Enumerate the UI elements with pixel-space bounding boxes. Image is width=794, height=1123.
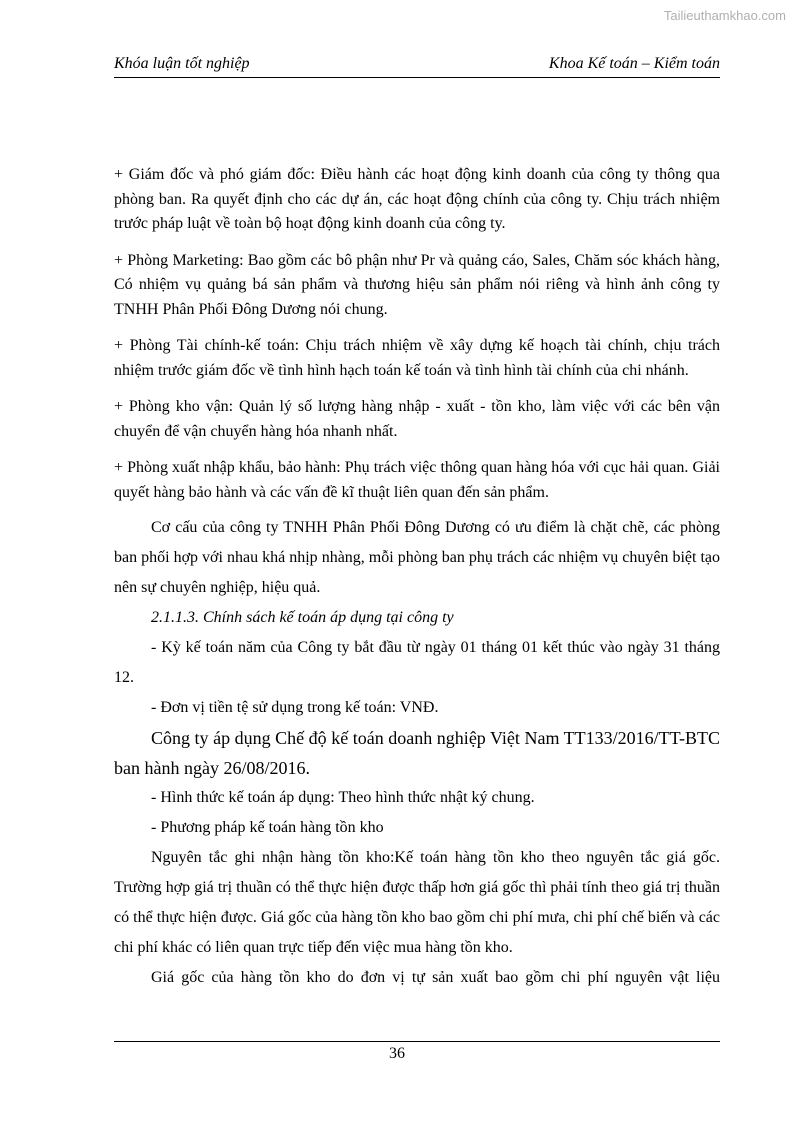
- section-heading: 2.1.1.3. Chính sách kế toán áp dụng tại công ty: [151, 609, 454, 626]
- paragraph-finance: + Phòng Tài chính-kế toán: Chịu trách nhiệm về xây dựng kế hoạch tài chính, chịu trách nhiệm trước giám đốc về tình hình hạch toán kế toán và tình hình tài chính của chi nhánh.: [114, 337, 720, 379]
- paragraph-regime: Công ty áp dụng Chế độ kế toán doanh nghiệp Việt Nam TT133/2016/TT-BTC ban hành ngày 26/08/2016.: [114, 728, 720, 778]
- footer-divider: [114, 1041, 720, 1042]
- paragraph-structure: Cơ cấu của công ty TNHH Phân Phối Đông Dương có ưu điểm là chặt chẽ, các phòng ban phối hợp với nhau khá nhịp nhàng, mỗi phòng ban phụ trách các nhiệm vụ chuyên biệt tạo nên sự chuyên nghiệp, hiệu quả.: [114, 519, 720, 596]
- paragraph-import-export: + Phòng xuất nhập khẩu, bảo hành: Phụ trách việc thông quan hàng hóa với cục hải quan. Giải quyết hàng bảo hành và các vấn đề kĩ thuật liên quan đến sản phẩm.: [114, 459, 720, 501]
- paragraph-inventory-cost: Giá gốc của hàng tồn kho do đơn vị tự sản xuất bao gồm chi phí nguyên vật liệu: [151, 969, 720, 986]
- header-right: Khoa Kế toán – Kiểm toán: [548, 55, 720, 72]
- header-left: Khóa luận tốt nghiệp: [114, 55, 250, 72]
- paragraph-marketing: + Phòng Marketing: Bao gồm các bô phận như Pr và quảng cáo, Sales, Chăm sóc khách hàng, Có nhiệm vụ quảng bá sản phẩm và thương hiệu sản phẩm nói riêng và hình ảnh công ty TNHH Phân Phối Đông Dương nói chung.: [114, 251, 720, 318]
- paragraph-accounting-period: - Kỳ kế toán năm của Công ty bắt đầu từ ngày 01 tháng 01 kết thúc vào ngày 31 tháng 12.: [114, 639, 720, 686]
- document-body: [114, 163, 720, 993]
- paragraph-currency: - Đơn vị tiền tệ sử dụng trong kế toán: VNĐ.: [151, 699, 439, 716]
- paragraph-inventory-principle: Nguyên tắc ghi nhận hàng tồn kho:Kế toán hàng tồn kho theo nguyên tắc giá gốc. Trường hợp giá trị thuần có thể thực hiện được thấp hơn giá gốc thì phải tính theo giá trị thuần có thể thực hiện được. Giá gốc của hàng tồn kho bao gồm chi phí mưa, chi phí chế biến và các chi phí khác có liên quan trực tiếp đến việc mua hàng tồn kho.: [114, 849, 720, 956]
- paragraph-director: + Giám đốc và phó giám đốc: Điều hành các hoạt động kinh doanh của công ty thông qua phòng ban. Ra quyết định cho các dự án, các hoạt động chính của công ty. Chịu trách nhiệm trước pháp luật về toàn bộ hoạt động kinh doanh của công ty.: [114, 166, 720, 232]
- paragraph-accounting-form: - Hình thức kế toán áp dụng: Theo hình thức nhật ký chung.: [151, 789, 535, 806]
- watermark: Tailieuthamkhao.com: [663, 8, 786, 23]
- page-number: 36: [389, 1045, 405, 1062]
- paragraph-warehouse: + Phòng kho vận: Quản lý số lượng hàng nhập - xuất - tồn kho, làm việc với các bên vận chuyển để vận chuyển hàng hóa nhanh nhất.: [114, 398, 720, 440]
- page-header: [114, 49, 720, 78]
- paragraph-inventory-method: - Phương pháp kế toán hàng tồn kho: [151, 819, 384, 836]
